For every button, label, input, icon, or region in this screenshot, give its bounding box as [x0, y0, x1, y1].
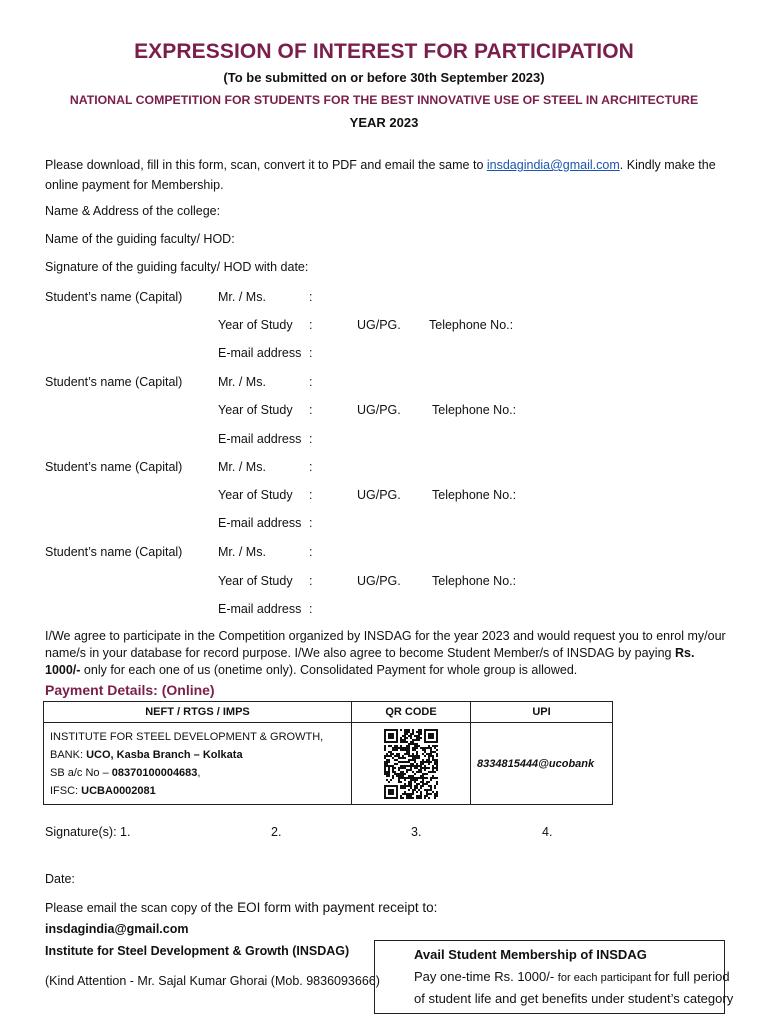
- intro-paragraph: [45, 155, 725, 195]
- membership-amount: Rs. 1000/-: [45, 646, 695, 677]
- year-of-study-label: Year of Study: [218, 574, 293, 588]
- email-instruction: [45, 900, 437, 915]
- attention-line: (Kind Attention - Mr. Sajal Kumar Ghorai (Mob. 9836093666): [45, 974, 380, 988]
- level-label: UG/PG.: [357, 403, 401, 417]
- account-number: 08370100004683: [111, 766, 198, 779]
- level-label: UG/PG.: [357, 318, 401, 332]
- agreement-paragraph: [45, 628, 730, 679]
- upi-id: 8334815444@ucobank: [471, 723, 613, 805]
- signature-2: 2.: [271, 825, 282, 839]
- ifsc-code: UCBA0002081: [81, 784, 156, 797]
- ifsc-label: IFSC:: [50, 784, 82, 797]
- agreement-text: I/We agree to participate in the Competition organized by INSDAG for the year 2023 and would request you to enrol my/our name/s in your database for record purpose. I/We also agree to become Student Member/s of INSDAG by paying: [45, 629, 726, 660]
- intro-text: Please download, fill in this form, scan, convert it to PDF and email the same to: [45, 158, 487, 172]
- email-label: E-mail address: [218, 346, 302, 360]
- competition-name: NATIONAL COMPETITION FOR STUDENTS FOR THE BEST INNOVATIVE USE OF STEEL IN ARCHITECTURE: [69, 93, 699, 107]
- colon: :: [309, 290, 313, 304]
- membership-period: for full period: [654, 969, 730, 984]
- bank-details-cell: [44, 723, 352, 805]
- header-neft: NEFT / RTGS / IMPS: [44, 702, 352, 723]
- membership-box-line2: [414, 969, 730, 984]
- year-of-study-label: Year of Study: [218, 318, 293, 332]
- email-instruction-part1: Please email the scan copy of: [45, 901, 215, 915]
- telephone-label: Telephone No.:: [432, 574, 517, 588]
- membership-price: Pay one-time Rs. 1000/-: [414, 969, 558, 984]
- colon: :: [309, 375, 313, 389]
- signature-label: Signature(s): 1.: [45, 825, 131, 839]
- agreement-text-end: only for each one of us (onetime only). Consolidated Payment for whole group is allowed.: [80, 663, 578, 677]
- membership-box-title: Avail Student Membership of INSDAG: [414, 947, 647, 962]
- header-qr: QR CODE: [352, 702, 471, 723]
- email-link[interactable]: insdagindia@gmail.com: [486, 158, 620, 172]
- year-of-study-label: Year of Study: [218, 403, 293, 417]
- institute-name: Institute for Steel Development & Growth (INSDAG): [45, 944, 350, 958]
- account-label: SB a/c No –: [50, 766, 112, 779]
- date-label: Date:: [45, 872, 75, 886]
- payment-table-header: [44, 702, 613, 723]
- colon: :: [309, 488, 313, 502]
- payment-heading: Payment Details: (Online): [45, 682, 215, 698]
- colon: :: [309, 545, 313, 559]
- contact-email[interactable]: insdagindia@gmail.com: [45, 922, 189, 936]
- college-field-label: Name & Address of the college:: [45, 204, 221, 218]
- colon: :: [309, 432, 313, 446]
- title-label: Mr. / Ms.: [218, 460, 266, 474]
- page-title: EXPRESSION OF INTEREST FOR PARTICIPATION: [134, 40, 634, 63]
- colon: :: [309, 460, 313, 474]
- student-name-label: Student’s name (Capital): [45, 375, 183, 389]
- colon: :: [309, 318, 313, 332]
- signature-4: 4.: [542, 825, 553, 839]
- payment-table-row: [44, 723, 613, 805]
- faculty-signature-label: Signature of the guiding faculty/ HOD with date:: [45, 260, 309, 274]
- payment-table: [43, 701, 613, 805]
- signature-3: 3.: [411, 825, 422, 839]
- student-name-label: Student’s name (Capital): [45, 545, 183, 559]
- membership-box-line3: of student life and get benefits under student’s category: [414, 991, 734, 1006]
- account-suffix: ,: [197, 766, 201, 779]
- bank-institute: INSTITUTE FOR STEEL DEVELOPMENT & GROWTH,: [50, 730, 324, 743]
- competition-year: YEAR 2023: [349, 115, 419, 130]
- colon: :: [309, 574, 313, 588]
- level-label: UG/PG.: [357, 574, 401, 588]
- level-label: UG/PG.: [357, 488, 401, 502]
- qr-cell: [352, 723, 471, 805]
- colon: :: [309, 602, 313, 616]
- submission-deadline: (To be submitted on or before 30th September 2023): [223, 70, 545, 85]
- faculty-field-label: Name of the guiding faculty/ HOD:: [45, 232, 235, 246]
- header-upi: UPI: [471, 702, 613, 723]
- bank-account: [50, 764, 345, 782]
- email-instruction-part2: the EOI form with payment receipt to:: [214, 900, 438, 915]
- bank-ifsc: [50, 782, 345, 800]
- email-label: E-mail address: [218, 516, 302, 530]
- colon: :: [309, 346, 313, 360]
- colon: :: [309, 403, 313, 417]
- email-label: E-mail address: [218, 432, 302, 446]
- student-name-label: Student’s name (Capital): [45, 290, 183, 304]
- colon: :: [309, 516, 313, 530]
- title-label: Mr. / Ms.: [218, 375, 266, 389]
- telephone-label: Telephone No.:: [432, 488, 517, 502]
- bank-value: UCO, Kasba Branch – Kolkata: [86, 748, 243, 761]
- membership-per: for each participant: [557, 972, 655, 984]
- telephone-label: Telephone No.:: [429, 318, 514, 332]
- bank-label: BANK:: [50, 748, 87, 761]
- email-label: E-mail address: [218, 602, 302, 616]
- intro-text-end: . Kindly make the online payment for Membership.: [45, 158, 716, 192]
- telephone-label: Telephone No.:: [432, 403, 517, 417]
- membership-box: [374, 940, 734, 1014]
- qr-code-icon[interactable]: [384, 729, 438, 799]
- title-label: Mr. / Ms.: [218, 545, 266, 559]
- title-label: Mr. / Ms.: [218, 290, 266, 304]
- bank-name: [50, 746, 345, 764]
- year-of-study-label: Year of Study: [218, 488, 293, 502]
- student-name-label: Student’s name (Capital): [45, 460, 183, 474]
